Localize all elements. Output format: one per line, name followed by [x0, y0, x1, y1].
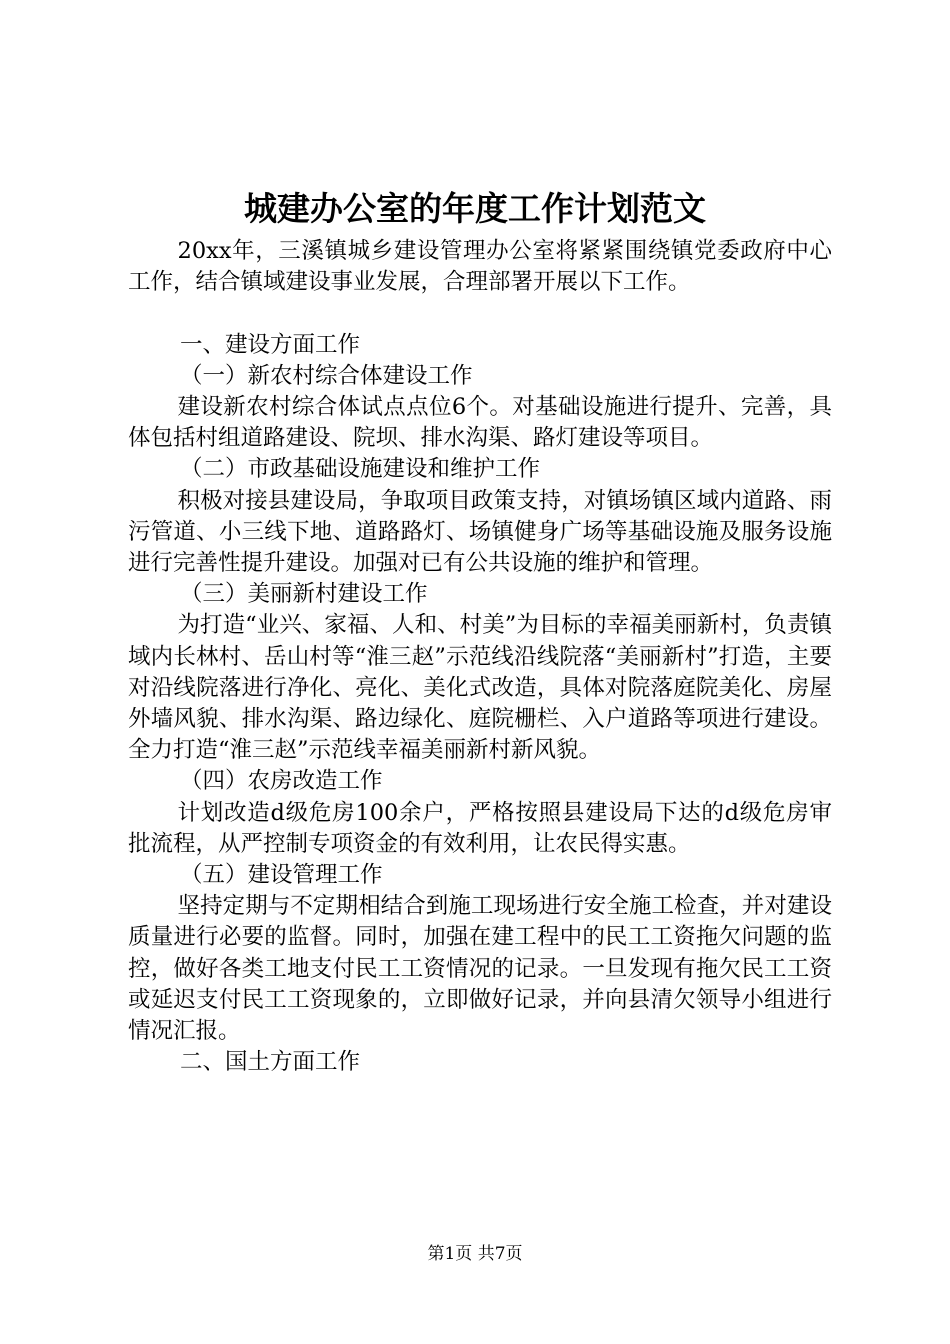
subsection-text-beautiful-village: 为打造“业兴、家福、人和、村美”为目标的幸福美丽新村，负责镇域内长林村、岳山村等“淮三赵”示范线沿线院落“美丽新村”打造，主要对沿线院落进行净化、亮化、美化式改造，具体对院落庭院美化、房屋外墙风貌、排水沟渠、路边绿化、庭院栅栏、入户道路等项进行建设。全力打造“淮三赵”示范线幸福美丽新村新风貌。 [128, 612, 832, 764]
page-footer: 第1页 共7页 [427, 1244, 523, 1264]
document-body [128, 236, 832, 1078]
subsection-heading-housing: （四）农房改造工作 [180, 768, 383, 795]
subsection-text-rural-complex: 建设新农村综合体试点点位6个。对基础设施进行提升、完善，具体包括村组道路建设、院坝、排水沟渠、路灯建设等项目。 [128, 394, 832, 452]
document-title: 城建办公室的年度工作计划范文 [244, 189, 706, 228]
subsection-text-management: 坚持定期与不定期相结合到施工现场进行安全施工检查，并对建设质量进行必要的监督。同时，加强在建工程中的民工工资拖欠问题的监控，做好各类工地支付民工工资情况的记录。一旦发现有拖欠民工工资或延迟支付民工工资现象的，立即做好记录，并向县清欠领导小组进行情况汇报。 [128, 893, 832, 1045]
subsection-heading-beautiful-village: （三）美丽新村建设工作 [180, 581, 428, 608]
section-heading-land: 二、国土方面工作 [180, 1049, 361, 1076]
subsection-heading-rural-complex: （一）新农村综合体建设工作 [180, 362, 473, 389]
subsection-text-housing: 计划改造d级危房100余户，严格按照县建设局下达的d级危房审批流程，从严控制专项资金的有效利用，让农民得实惠。 [128, 799, 832, 857]
subsection-heading-management: （五）建设管理工作 [180, 862, 383, 889]
intro-paragraph: 20xx年，三溪镇城乡建设管理办公室将紧紧围绕镇党委政府中心工作，结合镇域建设事业发展，合理部署开展以下工作。 [128, 238, 832, 296]
section-heading-construction: 一、建设方面工作 [180, 331, 361, 358]
subsection-heading-municipal: （二）市政基础设施建设和维护工作 [180, 456, 541, 483]
paragraph-spacer [128, 298, 832, 329]
subsection-text-municipal: 积极对接县建设局，争取项目政策支持，对镇场镇区域内道路、雨污管道、小三线下地、道路路灯、场镇健身广场等基础设施及服务设施进行完善性提升建设。加强对已有公共设施的维护和管理。 [128, 487, 832, 577]
